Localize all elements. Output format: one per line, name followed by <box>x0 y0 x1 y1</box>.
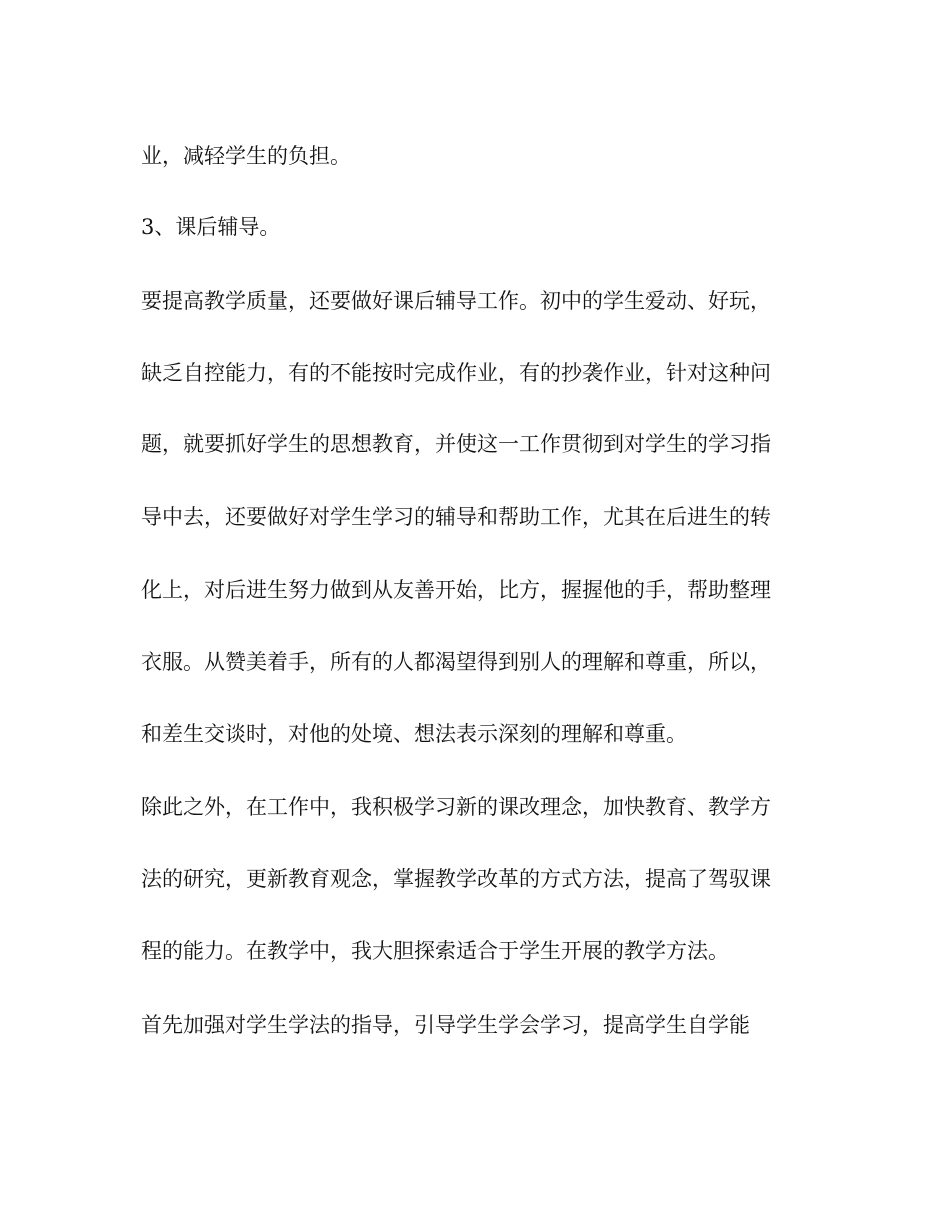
text-line: 业，减轻学生的负担。 <box>141 144 351 168</box>
text-line: 和差生交谈时，对他的处境、想法表示深刻的理解和尊重。 <box>141 722 687 746</box>
text-line: 衣服。从赞美着手，所有的人都渴望得到别人的理解和尊重，所以， <box>141 650 771 674</box>
text-line: 题，就要抓好学生的思想教育，并使这一工作贯彻到对学生的学习指 <box>141 432 771 456</box>
text-line: 缺乏自控能力，有的不能按时完成作业，有的抄袭作业，针对这种问 <box>141 361 771 385</box>
text-line: 程的能力。在教学中，我大胆探索适合于学生开展的教学方法。 <box>141 939 729 963</box>
text-line: 化上，对后进生努力做到从友善开始，比方，握握他的手，帮助整理 <box>141 578 771 602</box>
section-heading: 3、课后辅导。 <box>141 215 281 239</box>
text-line: 法的研究，更新教育观念，掌握教学改革的方式方法，提高了驾驭课 <box>141 867 771 891</box>
text-line: 除此之外，在工作中，我积极学习新的课改理念，加快教育、教学方 <box>141 795 771 819</box>
text-line: 首先加强对学生学法的指导，引导学生学会学习，提高学生自学能 <box>141 1013 750 1037</box>
text-line: 要提高教学质量，还要做好课后辅导工作。初中的学生爱动、好玩， <box>141 289 771 313</box>
text-line: 导中去，还要做好对学生学习的辅导和帮助工作，尤其在后进生的转 <box>141 505 771 529</box>
